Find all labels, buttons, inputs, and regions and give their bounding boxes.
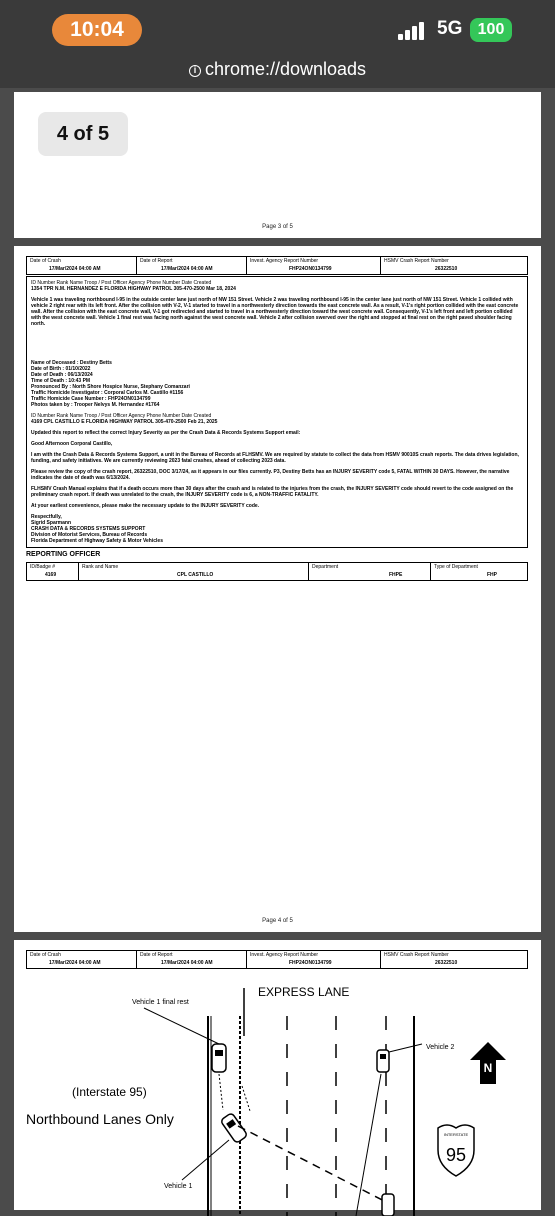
interstate-label: (Interstate 95): [72, 1085, 147, 1099]
clock: 10:04: [52, 14, 142, 46]
vehicle-1-final-rest-label: Vehicle 1 final rest: [132, 999, 189, 1006]
vehicle-1-label: Vehicle 1: [164, 1183, 193, 1190]
vehicle-1-icon: [220, 1113, 248, 1144]
vehicle-1-path: [238, 1126, 394, 1206]
battery-icon: 100: [470, 18, 512, 42]
vehicle-2-path: [356, 1074, 381, 1216]
crash-diagram: [14, 966, 541, 1216]
svg-text:95: 95: [445, 1145, 467, 1165]
northbound-label: Northbound Lanes Only: [26, 1111, 174, 1127]
reporting-officer-table: ID/Badge # 4169 Rank and Name CPL CASTILLO Department FHPE Type of Department FHP: [26, 562, 528, 581]
signal-icon: [398, 22, 428, 40]
narrative-box: ID Number Rank Name Troop / Post Officer Agency Phone Number Date Created 1354 TPR N.M. HERNANDEZ E FLORIDA HIGHWAY PATROL 305-470-2500 Mar 18, 2024 Vehicle 1 was traveling northbound I-95 in the outside center lane just north of NW 151 Street. Vehicle 2 was traveling northbound I-95 in the center lane just north of NW 151 Street. Vehicle 1 collided with vehicle 2 right rear with its left front. After the collision with V-2, V-1 started to travel in a northwesterly direction towards the east concrete wall. As a result, V-1's right portion collided with the east concrete wall. After the collision with the east concrete wall, V-1 got redirected and started to travel in a northwesterly direction toward the west concrete wall. Consequently, V-1's left front and left portion collided with the west concrete wall. Vehicle 1 final rest was facing north against the west concrete wall. Vehicle 2 after collision swerved over the right and stopped at final rest on the right paved shoulder facing north. Name of Deceased : Destiny Betts Date of Birth : 01/10/2022 Date of Death : 06/13/2024 Time of Death : 10:43 PM Pronounced By : North Shore Hospice Nurse, Stephany Comanzari Traffic Homicide Investigator : Corporal Carlos M. Castillo #1156 Traffic Homicide Case Number : FHP24ON0134799 Photos taken by : Trooper Nelvys M. Hernandez #1764 ID Number Rank Name Troop / Post Officer Agency Phone Number Date Created 4169 CPL CASTILLO E FLORIDA HIGHWAY PATROL 305-470-2500 Feb 21, 2025 Updated this report to reflect the correct Injury Severity as per the Crash Data & Records Systems Support email: Good Afternoon Corporal Castillo, I am with the Crash Data & Records Systems Support, a unit in the Bureau of Records at FLHSMV. We are required by statute to collect the data from HSMV 90010S crash reports. The data drives legislation, funding, and safety initiatives. We are currently reviewing 2023 fatal crashes, ahead of collecting 2023 data. Please review the copy of the crash report, 26322510, DOC 3/17/24, as it appears in our files currently. P3, Destiny Betts has an INJURY SEVERITY code 5, FATAL WITHIN 30 DAYS. However, the narrative indicates the date of death was 6/13/2024. FLHSMV Crash Manual explains that if a death occurs more than 30 days after the crash and is related to the injuries from the crash, the INJURY SEVERITY code should revert to the code assigned on the preliminary crash report. If death was unrelated to the crash, the INJURY SEVERITY code is 6, a NON-TRAFFIC FATALITY. At your earliest convenience, please make the necessary update to the INJURY SEVERITY code. Respectfully, Sigrid Sparmann CRASH DATA & RECORDS SYSTEMS SUPPORT Division of Motorist Services, Bureau of Records Florida Department of Highway Safety & Motor Vehicles: [26, 276, 528, 548]
report-header-table: Date of Crash 17/Mar/2024 04:00 AM Date of Report 17/Mar/2024 04:00 AM Invest. Agency Report Number FHP24ON0134799 HSMV Crash Report Number 26322510: [26, 256, 528, 275]
vehicle-1-final-rest-icon: [212, 1044, 226, 1072]
url-text: chrome://downloads: [204, 59, 367, 79]
interstate-95-shield-icon: [438, 1125, 474, 1176]
page-footer: Page 4 of 5: [262, 918, 293, 924]
north-arrow-icon: [470, 1042, 506, 1084]
status-bar: [0, 0, 555, 58]
svg-text:INTERSTATE: INTERSTATE: [443, 1132, 469, 1137]
vehicle-2-pointer: [389, 1044, 422, 1052]
express-lane-label: EXPRESS LANE: [258, 985, 350, 999]
vehicle-1-pointer: [182, 1140, 229, 1180]
network-type: 5G: [437, 18, 463, 39]
url-bar[interactable]: [0, 58, 555, 88]
report-header-table: Date of Crash 17/Mar/2024 04:00 AM Date of Report 17/Mar/2024 04:00 AM Invest. Agency Report Number FHP24ON0134799 HSMV Crash Report Number 26322510: [26, 950, 528, 969]
vehicle-2-label: Vehicle 2: [426, 1044, 455, 1051]
page-indicator: 4 of 5: [38, 112, 128, 156]
svg-text:N: N: [483, 1061, 493, 1075]
pdf-page-4: [14, 246, 541, 932]
reporting-officer-title: REPORTING OFFICER: [26, 551, 101, 558]
page-footer: Page 3 of 5: [262, 224, 293, 230]
vehicle-2-impact-icon: [382, 1194, 394, 1216]
info-icon[interactable]: i: [189, 65, 201, 77]
pdf-page-3: [14, 92, 541, 238]
pdf-page-5: [14, 940, 541, 1210]
vehicle-2-icon: [377, 1050, 389, 1072]
